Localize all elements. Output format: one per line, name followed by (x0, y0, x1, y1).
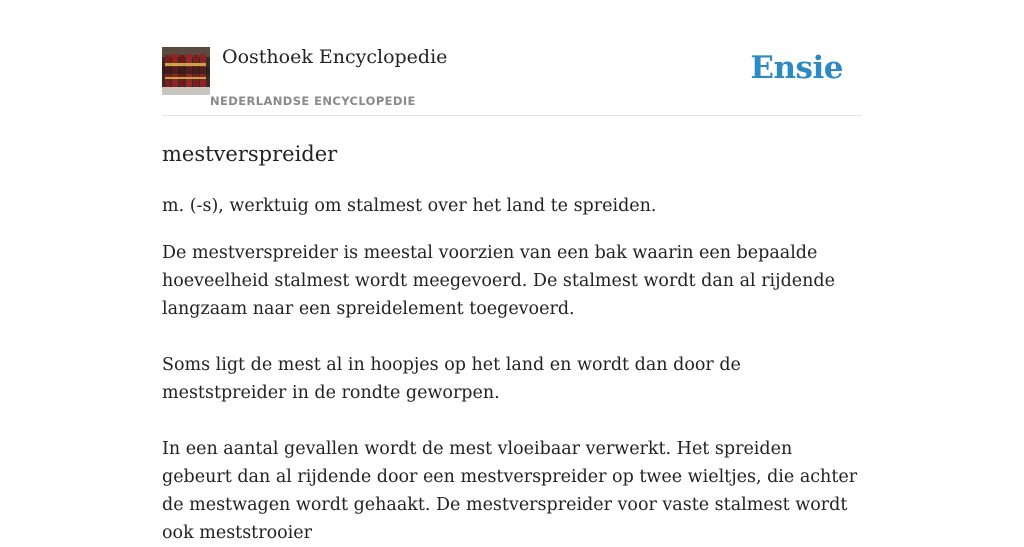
ensie-logo-link[interactable]: Ensie (750, 50, 843, 86)
entry-title: mestverspreider (162, 142, 338, 166)
entry-definition: m. (-s), werktuig om stalmest over het land te spreiden. (162, 196, 657, 216)
site-header (162, 0, 862, 116)
content-container (162, 0, 862, 543)
site-subtitle: NEDERLANDSE ENCYCLOPEDIE (210, 94, 416, 108)
article (162, 139, 862, 547)
site-title-link[interactable]: Oosthoek Encyclopedie (222, 46, 448, 68)
article-paragraph: In een aantal gevallen wordt de mest vloeibaar verwerkt. Het spreiden gebeurt dan al rijdende door een mestverspreider op twee wieltjes, die achter de mestwagen wordt gehaakt. De mestverspreider voor vaste stalmest wordt ook meststrooier (162, 439, 858, 543)
encyclopedia-books-icon[interactable] (162, 47, 210, 95)
article-paragraph: Soms ligt de mest al in hoopjes op het land en wordt dan door de meststpreider in de rondte geworpen. (162, 355, 741, 403)
article-paragraph: De mestverspreider is meestal voorzien van een bak waarin een bepaalde hoeveelheid stalmest wordt meegevoerd. De stalmest wordt dan al rijdende langzaam naar een spreidelement toegevoerd. (162, 243, 835, 319)
